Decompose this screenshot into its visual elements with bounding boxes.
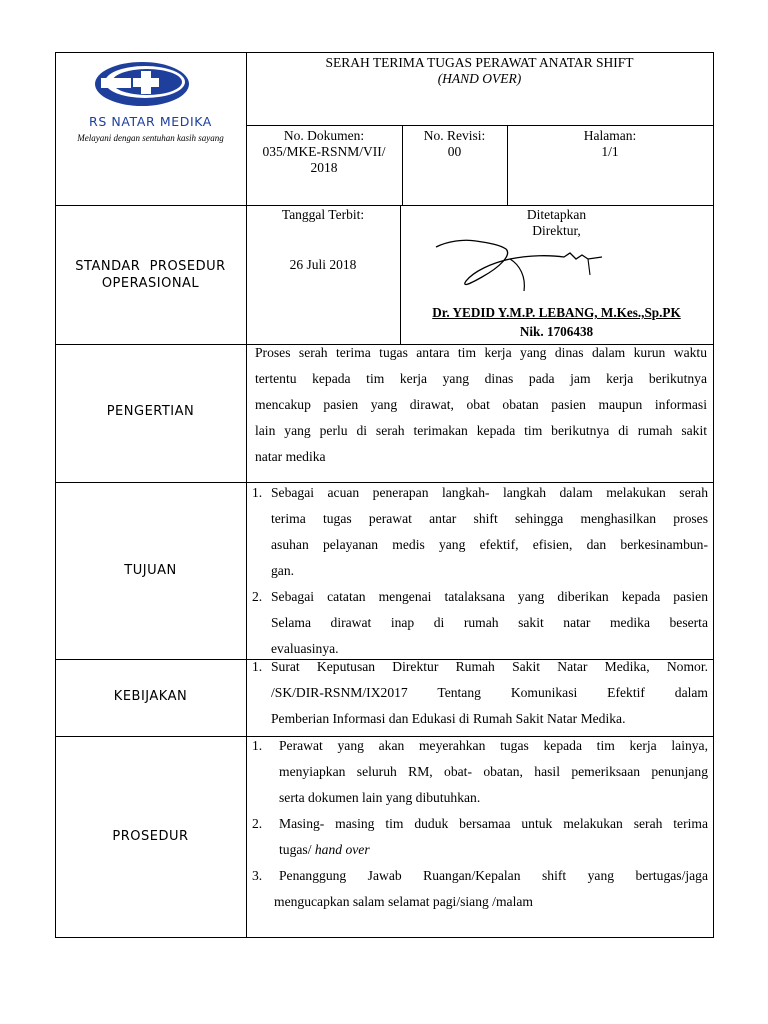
- pengertian-line: natar medika: [255, 449, 326, 464]
- list-item: [252, 811, 708, 863]
- list-line: asuhan pelayanan medis yang efektif, efisien, dan berkesinambun-: [271, 537, 708, 552]
- list-line: menyiapkan seluruh RM, obat- obatan, hasil pemeriksaan penunjang: [279, 764, 708, 779]
- list-line: Penanggung Jawab Ruangan/Kepalan shift yang bertugas/jaga: [279, 868, 708, 883]
- revision-value: 00: [447, 144, 462, 159]
- list-line: gan.: [271, 563, 295, 578]
- list-item: [252, 480, 708, 584]
- list-line-italic: hand over: [314, 842, 370, 857]
- pengertian-line: Proses serah terima tugas antara tim kerja yang dinas dalam kurun waktu: [255, 345, 707, 360]
- hospital-logo: [93, 60, 191, 108]
- pengertian-line: lain yang perlu di serah terimakan kepada tim berikutnya di rumah sakit: [255, 423, 707, 438]
- pengertian-line: mencakup pasien yang dirawat, obat obatan pasien maupun informasi: [255, 397, 707, 412]
- director-name: Dr. YEDID Y.M.P. LEBANG, M.Kes.,Sp.PK: [432, 305, 681, 320]
- list-item: [252, 733, 708, 811]
- list-number: 1.: [252, 659, 263, 674]
- page-value: 1/1: [601, 144, 619, 159]
- sop-label-line-1: STANDAR PROSEDUR: [75, 259, 226, 274]
- list-line: Masing- masing tim duduk bersamaa untuk melakukan serah terima: [279, 816, 708, 831]
- document-number-value-1: 035/MKE-RSNM/VII/: [262, 144, 386, 159]
- list-item: [252, 654, 708, 732]
- list-line: Selama dirawat inap di rumah sakit natar medika beserta: [271, 615, 708, 630]
- list-number: 2.: [252, 816, 263, 831]
- list-line: Perawat yang akan meyerahkan tugas kepada tim kerja lainya,: [279, 738, 708, 753]
- list-line: Sebagai catatan mengenai tatalaksana yang diberikan kepada pasien: [271, 589, 708, 604]
- hospital-name: RS NATAR MEDIKA: [89, 114, 212, 129]
- document-number-label: No. Dokumen:: [283, 128, 365, 143]
- pengertian-line: tertentu kepada tim kerja yang dinas pada jam kerja berikutnya: [255, 371, 707, 386]
- list-line: /SK/DIR-RSNM/IX2017 Tentang Komunikasi Efektif dalam: [271, 685, 708, 700]
- pengertian-text: [255, 340, 707, 470]
- director-signature: [430, 235, 610, 297]
- list-number: 1.: [252, 738, 263, 753]
- title-line-2: (HAND OVER): [437, 71, 522, 86]
- list-number: 1.: [252, 485, 263, 500]
- list-line: mengucapkan salam selamat pagi/siang /malam: [274, 894, 533, 909]
- prosedur-list: [252, 733, 708, 915]
- section-label-pengertian: PENGERTIAN: [106, 404, 195, 419]
- list-number: 3.: [252, 868, 263, 883]
- approved-line-1: Ditetapkan: [526, 207, 587, 222]
- document-number-cell: [246, 128, 402, 176]
- hospital-tagline: Melayani dengan sentuhan kasih sayang: [77, 133, 224, 143]
- issue-date-value: 26 Juli 2018: [289, 257, 357, 272]
- section-label-kebijakan: KEBIJAKAN: [113, 689, 188, 704]
- page-label: Halaman:: [583, 128, 637, 143]
- revision-cell: [402, 128, 507, 160]
- kebijakan-list: [252, 654, 708, 732]
- section-label-prosedur: PROSEDUR: [112, 829, 189, 844]
- list-line: terima tugas perawat antar shift sehingga menghasilkan proses: [271, 511, 708, 526]
- list-line: Surat Keputusan Direktur Rumah Sakit Natar Medika, Nomor.: [271, 659, 708, 674]
- document-title: [246, 55, 713, 87]
- list-line-prefix: tugas/: [279, 842, 315, 857]
- sop-label-line-2: OPERASIONAL: [101, 276, 200, 291]
- list-line: Pemberian Informasi dan Edukasi di Rumah Sakit Natar Medika.: [271, 711, 626, 726]
- list-line: Sebagai acuan penerapan langkah- langkah dalam melakukan serah: [271, 485, 708, 500]
- list-line: serta dokumen lain yang dibutuhkan.: [279, 790, 481, 805]
- title-line-1: SERAH TERIMA TUGAS PERAWAT ANATAR SHIFT: [325, 55, 634, 70]
- list-number: 2.: [252, 589, 263, 604]
- approved-line-2: Direktur,: [532, 223, 581, 238]
- list-line: [279, 837, 708, 863]
- director-nik: Nik. 1706438: [519, 324, 594, 339]
- page-cell: [507, 128, 713, 160]
- issue-date-label: Tanggal Terbit:: [281, 207, 365, 222]
- list-line: evaluasinya.: [271, 641, 339, 656]
- document-number-value-2: 2018: [310, 160, 338, 175]
- list-item: [252, 863, 708, 915]
- tujuan-list: [252, 480, 708, 662]
- revision-label: No. Revisi:: [423, 128, 486, 143]
- section-label-tujuan: TUJUAN: [124, 563, 177, 578]
- list-item: [252, 584, 708, 662]
- sop-label: [55, 258, 246, 292]
